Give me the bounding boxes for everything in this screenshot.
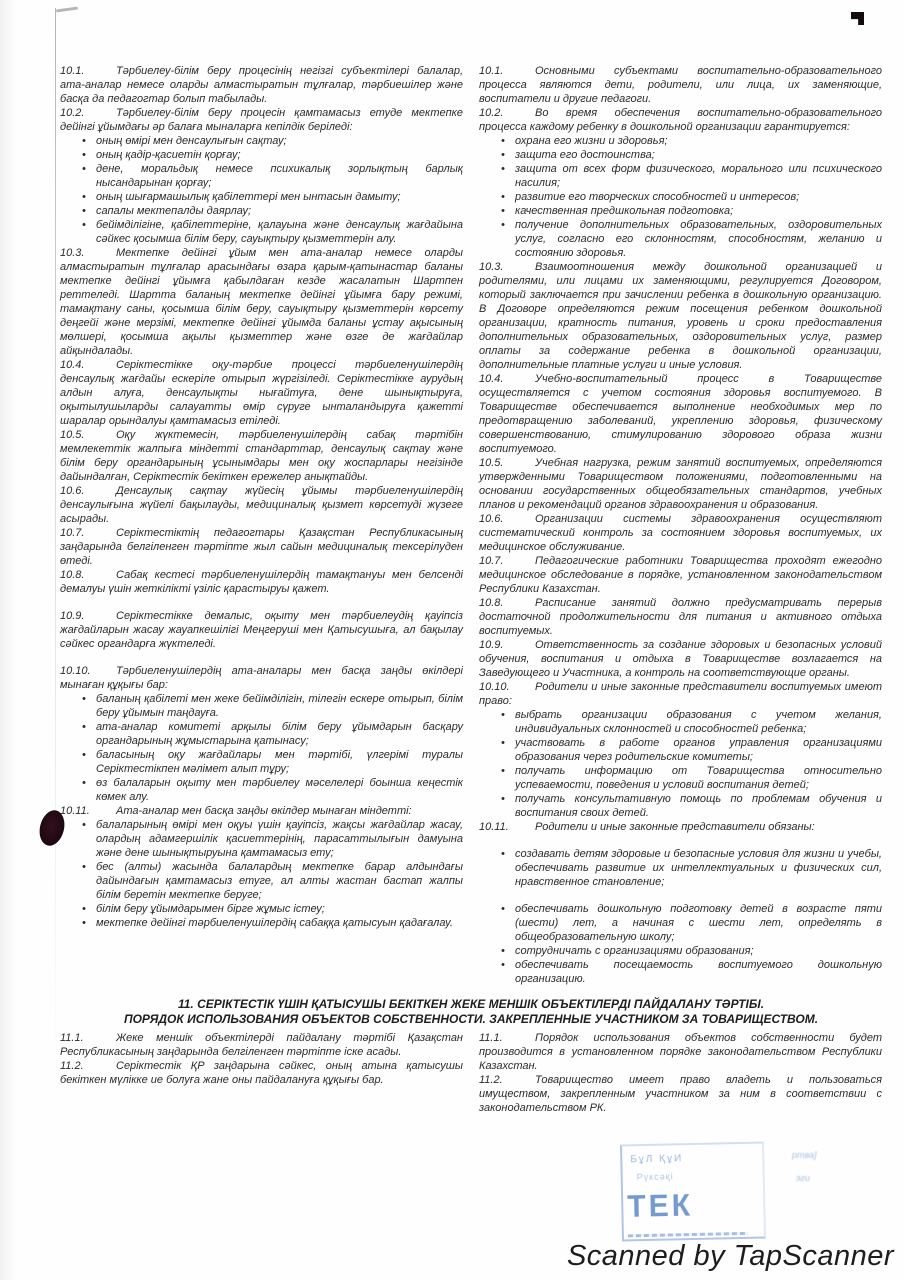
bullet-item: [60, 818, 463, 860]
page-fold-corner: [56, 6, 78, 12]
page-fold-line: [55, 8, 56, 1068]
bullet-marker: •: [82, 163, 86, 175]
bullet-marker: •: [501, 793, 505, 805]
bullet-item: [60, 218, 463, 246]
clause-number: 10.8.: [60, 569, 85, 581]
clause-number: 10.2.: [479, 107, 504, 119]
clause-paragraph: 10.11. Родители и иные законные представители обязаны:: [479, 821, 815, 833]
clause-number: 10.10.: [60, 665, 91, 677]
clause-paragraph: 10.6. Денсаулық сақтау жүйесің ұйымы тәрбиеленушілердің денсаулығына жүйелі бақылауды, медициналық қызмет көрсетуді жүзеге асырады.: [60, 485, 463, 525]
clause-number: 10.1.: [60, 65, 85, 77]
bullet-item: [60, 720, 463, 748]
bullet-text: оның қадір-қасиетін қорғау;: [96, 149, 241, 161]
bullet-item: [479, 148, 882, 162]
clause-paragraph: 10.1. Основными субъектами воспитательно-образовательного процесса являются дети, родители, или лица, их заменяющие, воспитатели и другие педагоги.: [479, 65, 882, 105]
bullet-item: [60, 190, 463, 204]
bullet-item: [60, 162, 463, 190]
bullet-item: [479, 190, 882, 204]
stamp-illegible-line: БұЛ ҚұИ: [630, 1153, 684, 1166]
bullet-text: качественная предшкольная подготовка;: [515, 205, 734, 217]
bullet-item: [479, 708, 882, 736]
bullet-text: получать информацию от Товарищества относительно успеваемости, поведения и условий воспитания детей;: [515, 765, 882, 791]
document-content: [60, 64, 882, 1115]
bullet-item: [479, 944, 882, 958]
bullet-marker: •: [501, 205, 505, 217]
clause-paragraph: 10.8. Сабақ кестесі тәрбиеленушілердің тамақтануы мен белсенді демалуы үшін жеткілікті үзіліс қарастыруы қажет.: [60, 569, 463, 595]
section11-columns: [60, 1031, 882, 1115]
clause-paragraph: 10.10. Тәрбиеленушілердің ата-аналары мен басқа заңды өкілдері мынаған құқығы бар:: [60, 665, 463, 691]
bullet-marker: •: [501, 219, 505, 231]
clause-paragraph: 10.3. Взаимоотношения между дошкольной организацией и родителями, или лицами их заменяющими, регулируется Договором, который заключается при зачислении ребенка в дошкольную организацию. В Договоре определяются режим посещения ребенком дошкольной организации, кратность питания, уровень и сроки предоставления дополнительных образовательных, оздоровительных услуг, размер оплаты за содержание ребенка в дошкольной организации, дополнительные платные услуги и иные условия.: [479, 261, 882, 371]
bullet-marker: •: [82, 917, 86, 929]
clause-paragraph: 10.4. Серіктестікке оқу-тәрбие процессі тәрбиеленушілердің денсаулық жағдайы ескеріле отырып жүргізіледі. Серіктестікке аурудың алдын алуға, денсаулықты нығайтуға, дене шынықтыруға, оқытылушыларды салауатты өмір сүруге ынталандыруға қажетті шаралар орындалуы қамтамасыз етіледі.: [60, 359, 463, 427]
bullet-marker: •: [82, 693, 86, 705]
bullet-item: [60, 204, 463, 218]
bullet-text: мектепке дейінгі тәрбиеленушілердің сабаққа қатысуын қадағалау.: [96, 917, 453, 929]
stamp-ink-fragment: ртва]: [792, 1150, 817, 1160]
bullet-text: дене, моральдық немесе психикалық зорлықтың барлық нысандарынан қорғау;: [96, 163, 463, 189]
bullet-marker: •: [82, 191, 86, 203]
clause-number: 10.4.: [60, 359, 85, 371]
section10-columns: [60, 64, 882, 986]
clause-paragraph: 10.5. Оқу жүктемесін, тәрбиеленушілердің сабақ тәртібін мемлекеттік жалпыға міндетті стандарттар, денсаулық сақтау және білім беру органдарының ұсынымдары мен оқу жоспарлары негізінде дайындалған, Серіктестік бекіткен ережелер анықтайды.: [60, 429, 463, 483]
bullet-item: [479, 847, 882, 889]
clause-paragraph: 10.4. Учебно-воспитательный процесс в Товариществе осуществляется с учетом состояния здоровья воспитуемого. В Товариществе обеспечивается выполнение необходимых мер по предотвращению заболеваний, укреплению здоровья, физическому совершенствованию, стимулированию здорового образа жизни воспитуемого.: [479, 373, 882, 455]
bullet-text: охрана его жизни и здоровья;: [515, 135, 668, 147]
clause-number: 11.1.: [479, 1032, 503, 1044]
scan-edge-shadow: [0, 0, 16, 1280]
bullet-text: обеспечивать посещаемость воспитуемого дошкольную организацию.: [515, 959, 882, 985]
bullet-text: создавать детям здоровые и безопасные условия для жизни и учебы, обеспечивать развитие их интеллектуальных и физических сил, нравственное становление;: [515, 848, 882, 888]
clause-number: 10.7.: [479, 555, 504, 567]
bullet-text: защита его достоинства;: [515, 149, 655, 161]
clause-number: 10.7.: [60, 527, 85, 539]
bullet-marker: •: [501, 959, 505, 971]
stamp-main-text: ТЕК: [626, 1188, 694, 1225]
bullet-marker: •: [501, 903, 505, 915]
clause-paragraph: 10.9. Ответственность за создание здоровых и безопасных условий обучения, воспитания и отдыха в Товариществе возлагается на Заведующего и Участника, а контроль на соответствующие органы.: [479, 639, 882, 679]
clause-number: 10.8.: [479, 597, 504, 609]
corner-fold-mark: [851, 12, 864, 25]
bullet-marker: •: [82, 819, 86, 831]
clause-paragraph: 10.8. Расписание занятий должно предусматривать перерыв достаточной продолжительности для питания и активного отдыха воспитуемых.: [479, 597, 882, 637]
clause-number: 10.5.: [479, 457, 504, 469]
clause-number: 10.6.: [60, 485, 85, 497]
clause-paragraph: 10.2. Тәрбиелеу-білім беру процесін қамтамасыз етуде мектепке дейінгі ұйымдағы әр балаға мыналарға кепілдік беріледі:: [60, 107, 463, 133]
tapscanner-watermark: Scanned by TapScanner: [566, 1240, 894, 1272]
bullet-item: [479, 218, 882, 260]
bullet-marker: •: [501, 848, 505, 860]
clause-number: 10.9.: [60, 610, 85, 622]
bullet-marker: •: [82, 721, 86, 733]
bullet-marker: •: [501, 163, 505, 175]
bullet-marker: •: [82, 749, 86, 761]
clause-number: 10.9.: [479, 639, 504, 651]
bullet-marker: •: [501, 945, 505, 957]
clause-number: 10.10.: [479, 681, 510, 693]
bullet-item: [479, 204, 882, 218]
bullet-text: сапалы мектепалды даярлау;: [96, 205, 252, 217]
bullet-text: защита от всех форм физического, морального или психического насилия;: [515, 163, 882, 189]
bullet-item: [479, 134, 882, 148]
bullet-marker: •: [501, 149, 505, 161]
bullet-item: [479, 736, 882, 764]
clause-number: 10.1.: [479, 65, 504, 77]
bullet-text: развитие его творческих способностей и интересов;: [515, 191, 800, 203]
clause-number: 10.5.: [60, 429, 85, 441]
kazakh-column-section10: [60, 64, 463, 986]
clause-number: 11.2.: [479, 1074, 503, 1086]
bullet-item: [60, 776, 463, 804]
bullet-text: бес (алты) жасында балалардың мектепке барар алдындағы дайындағын қамтамасыз етуге, ал алты жастан бастап жалпы білім беретін мектепке беруге;: [96, 861, 463, 901]
clause-paragraph: 10.7. Педагогические работники Товарищества проходят ежегодно медицинское обследование в порядке, установленном законодательством Республики Казахстан.: [479, 555, 882, 595]
bullet-item: [479, 902, 882, 944]
bullet-marker: •: [501, 737, 505, 749]
bullet-text: выбрать организации образования с учетом желания, индивидуальных склонностей и способностей ребенка;: [515, 709, 882, 735]
clause-number: 10.3.: [479, 261, 504, 273]
clause-paragraph: 11.1. Порядок использования объектов собственности будет производится в установленном порядке законодательством Республики Казахстан.: [479, 1032, 882, 1072]
bullet-marker: •: [501, 135, 505, 147]
bullet-marker: •: [82, 861, 86, 873]
bullet-text: баланың қабілеті мен жеке бейімділігін, тілегін ескере отырып, білім беру ұйымын таңдауға.: [96, 693, 463, 719]
bullet-item: [479, 764, 882, 792]
blue-ink-stamp: [620, 1142, 766, 1242]
clause-paragraph: 10.10. Родители и иные законные представители воспитуемых имеют право:: [479, 681, 882, 707]
kazakh-column-section11: [60, 1031, 463, 1115]
clause-number: 10.2.: [60, 107, 85, 119]
bullet-marker: •: [501, 191, 505, 203]
bullet-marker: •: [82, 219, 86, 231]
bullet-item: [479, 958, 882, 986]
bullet-item: [60, 148, 463, 162]
bullet-text: участвовать в работе органов управления организациями образования через родительские комитеты;: [515, 737, 882, 763]
clause-paragraph: 10.9. Серіктестікке демалыс, оқыту мен тәрбиелеудің қауіпсіз жағдайларын жасау жауапкешілігі Меңгеруші мен Қатысушыға, ал бақылау сәйкес органдарға жүктеледі.: [60, 610, 463, 650]
bullet-text: обеспечивать дошкольную подготовку детей в возрасте пяти (шести) лет, а начиная с шести лет, определять в общеобразовательную школу;: [515, 903, 882, 943]
section11-heading-kazakh: 11. СЕРІКТЕСТІК ҮШІН ҚАТЫСУШЫ БЕКІТКЕН ЖЕКЕ МЕНШІК ОБЪЕКТІЛЕРДІ ПАЙДАЛАНУ ТӘРТІБІ.: [177, 997, 765, 1011]
clause-paragraph: 11.2. Серіктестік ҚР заңдарына сәйкес, оның атына қатысушы бекіткен мүлікке ие болуға жане оны пайдалануға құқығы бар.: [60, 1060, 463, 1086]
bullet-marker: •: [82, 205, 86, 217]
clause-paragraph: 10.3. Мектепке дейінгі ұйым мен ата-аналар немесе оларды алмастыратын тұлғалар арасындағы өзара қарым-қатынастар баланы мектепке дейінгі ұйымға қабылдаған кезде жасалатын Шартпен реттеледі. Шартта баланың мектепке дейінгі ұйымға бару режимі, тамақтану саны, қосымша білім беру, сауықтыру қызметтерін көрсету деңгейі және мерзімі, мектепке дейінгі ұйымда баланы ұстау ақысының мөлшері, қосымша ақылы қызметтер және өзге де жағдайлар айқындалады.: [60, 247, 463, 357]
bullet-text: білім беру ұйымдарымен бірге жұмыс істеу;: [96, 903, 325, 915]
bullet-item: [60, 902, 463, 916]
clause-paragraph: 10.7. Серіктестіктің педагогтары Қазақстан Республикасының заңдарында белгіленген тәртіпте жыл сайын медициналық тексерілуден өтеді.: [60, 527, 463, 567]
bullet-marker: •: [501, 709, 505, 721]
bullet-text: получать консультативную помощь по проблемам обучения и воспитания своих детей.: [515, 793, 882, 819]
clause-paragraph: 10.6. Организации системы здравоохранения осуществляют систематический контроль за состоянием здоровья воспитуемых, их медицинское обслуживание.: [479, 513, 882, 553]
bullet-text: сотрудничать с организациями образования;: [515, 945, 754, 957]
bullet-text: ата-аналар комитеті арқылы білім беру ұйымдарын басқару органдарының жұмыстарына қатынасу;: [96, 721, 463, 747]
bullet-marker: •: [82, 777, 86, 789]
clause-paragraph: 10.1. Тәрбиелеу-білім беру процесінің негізгі субъектілері балалар, ата-аналар немесе оларды алмастыратын тұлғалар, тәрбиешілер және басқа да педагогтар болып табылады.: [60, 65, 463, 105]
clause-number: 10.4.: [479, 373, 504, 385]
russian-column-section10: [479, 64, 882, 986]
bullet-item: [60, 916, 463, 930]
clause-paragraph: 11.2. Товарищество имеет право владеть и пользоваться имуществом, закрепленным участником за ним в соответствии с законодательством РК.: [479, 1074, 882, 1114]
stamp-illegible-line: Рүксәқі: [636, 1171, 674, 1183]
bullet-item: [479, 792, 882, 820]
bullet-text: бейімділігіне, қабілеттеріне, қалауына және денсаулық жағдайына сәйкес қосымша білім беру, сауықтыру қызметтерін алу.: [96, 219, 463, 245]
bullet-marker: •: [82, 135, 86, 147]
bullet-text: баласының оқу жағдайлары мен тәртібі, үлгерімі туралы Серіктестікпен мәлімет алып тұру;: [96, 749, 463, 775]
clause-paragraph: 10.5. Учебная нагрузка, режим занятий воспитуемых, определяются утвержденными Товариществом положениями, подготовленными на основании государственных общеобязательных стандартов, учебных планов и рекомендаций органов здравоохранения и образования.: [479, 457, 882, 511]
clause-number: 10.6.: [479, 513, 504, 525]
clause-paragraph: 11.1. Жеке меншік объектілерді пайдалану тәртібі Қазақстан Республикасының заңдарында белгіленген тәртіпте іске асады.: [60, 1032, 463, 1058]
clause-number: 10.11.: [60, 805, 90, 817]
clause-number: 10.3.: [60, 247, 85, 259]
bullet-text: получение дополнительных образовательных, оздоровительных услуг, согласно его склонностям, способностям, желанию и состоянию здоровья.: [515, 219, 882, 259]
russian-column-section11: [479, 1031, 882, 1115]
bullet-item: [60, 692, 463, 720]
bullet-text: өз балаларын оқыту мен тәрбиелеу мәселелері боынша кеңестік көмек алу.: [96, 777, 463, 803]
bullet-text: балаларының өмірі мен оқуы үшін қауіпсіз, жақсы жағдайлар жасау, олардың адамгершілік қасиеттерінің, парасаттылығын дамуына және дене шынықтыруына қамтамасыз ету;: [96, 819, 463, 859]
bullet-item: [60, 134, 463, 148]
clause-number: 11.2.: [60, 1060, 84, 1072]
clause-number: 10.11.: [479, 821, 509, 833]
bullet-item: [60, 860, 463, 902]
clause-paragraph: 10.2. Во время обеспечения воспитательно-образовательного процесса каждому ребенку в дошкольной организации гарантируется:: [479, 107, 882, 133]
bullet-item: [60, 748, 463, 776]
clause-number: 11.1.: [60, 1032, 84, 1044]
bullet-item: [479, 162, 882, 190]
clause-paragraph: 10.11. Ата-аналар мен басқа заңды өкілдер мынаған міндетті:: [60, 805, 412, 817]
bullet-marker: •: [82, 149, 86, 161]
bullet-marker: •: [82, 903, 86, 915]
bullet-text: оның өмірі мен денсаулығын сақтау;: [96, 135, 287, 147]
section11-heading-russian: ПОРЯДОК ИСПОЛЬЗОВАНИЯ ОБЪЕКТОВ СОБСТВЕННОСТИ. ЗАКРЕПЛЕННЫЕ УЧАСТНИКОМ ЗА ТОВАРИЩЕСТВОМ.: [123, 1012, 819, 1026]
section11-heading: [60, 997, 882, 1027]
bullet-marker: •: [501, 765, 505, 777]
stamp-ink-fragment: эги: [796, 1173, 810, 1183]
stamp-border-fragment: [628, 1232, 748, 1238]
bullet-text: оның шығармашылық қабілеттері мен ынтасын дамыту;: [96, 191, 401, 203]
